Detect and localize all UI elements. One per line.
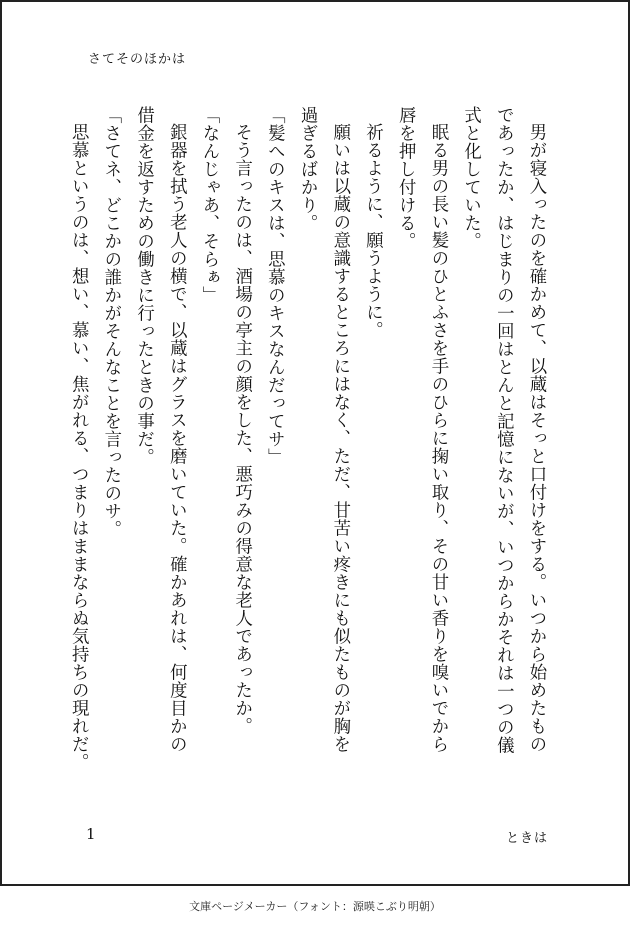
text-line: そう言ったのは、酒場の亭主の顔をした、悪巧みの得意な老人であったか。 (231, 123, 252, 736)
vertical-body-text (68, 106, 552, 806)
dialogue-line: 「髪へのキスは、思慕のキスなんだってサ」 (264, 106, 285, 466)
text-line: 式と化していた。 (460, 106, 481, 250)
text-line: 男が寝入ったのを確かめて、以蔵はそっと口付けをする。いつから始めたもの (526, 123, 546, 754)
text-line: 願いは以蔵の意識するところにはなく、ただ、甘苦い疼きにも似たものが胸を (329, 123, 350, 754)
text-line: 過ぎるばかり。 (297, 106, 318, 232)
text-line: 眠る男の長い髪のひとふさを手のひらに掬い取り、その甘い香りを嗅いでから (427, 123, 448, 754)
text-line: 祈るように、願うように。 (362, 123, 383, 340)
text-line: であったか、はじまりの一回はとんと記憶にないが、いつからかそれは一つの儀 (493, 106, 514, 754)
text-line: 思慕というのは、想い、慕い、焦がれる、つまりはままならぬ気持ちの現れだ。 (68, 123, 89, 772)
text-line: 唇を押し付ける。 (395, 106, 416, 250)
author-name: ときは (506, 831, 549, 846)
footer-caption: 文庫ページメーカー（フォント：源暎こぶり明朝） (189, 900, 441, 913)
dialogue-line: 「なんじゃあ、そらぁ」 (198, 106, 219, 304)
text-line: 銀器を拭う老人の横で、以蔵はグラスを磨いていた。確かあれは、何度目かの (166, 123, 187, 754)
running-title: さてそのほかは (88, 52, 187, 67)
dialogue-line: 「さてネ、どこかの誰かがそんなことを言ったのサ。 (100, 106, 121, 538)
text-line: 借金を返すための働きに行ったときの事だ。 (133, 106, 154, 466)
page-number: 1 (86, 825, 96, 843)
